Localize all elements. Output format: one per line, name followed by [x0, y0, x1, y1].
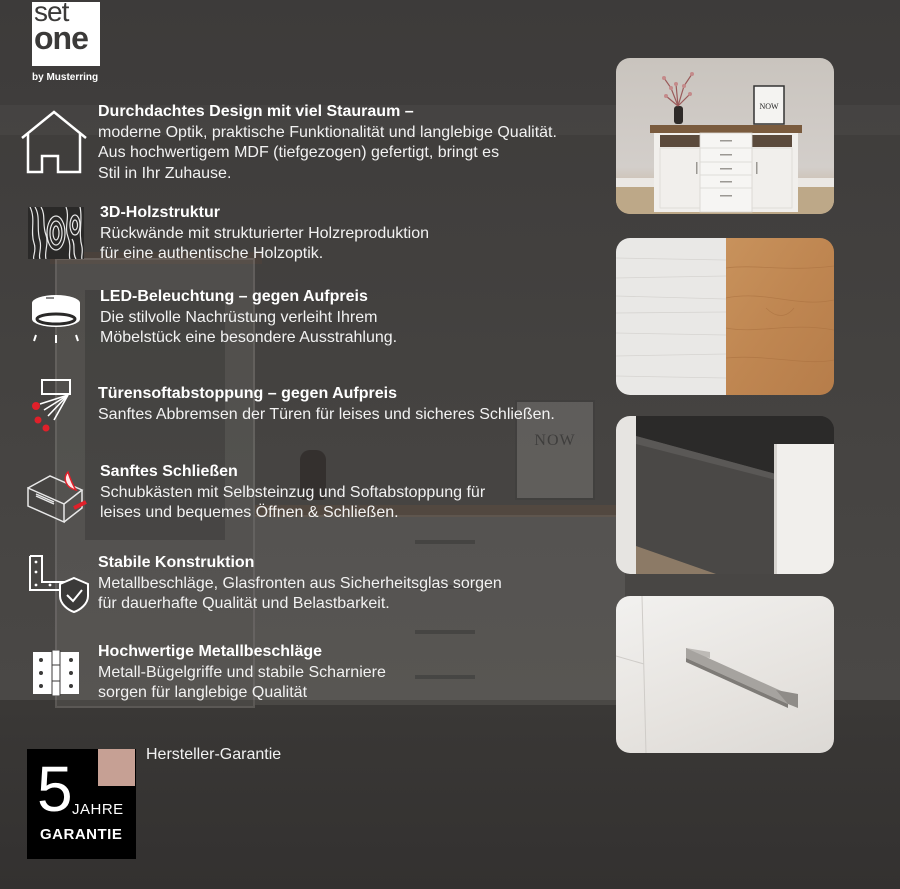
- poster-now-text: NOW: [759, 102, 779, 111]
- wood-finish-swatches: [616, 238, 834, 395]
- drawer-detail-illustration: [616, 416, 834, 574]
- feature-line: Möbelstück eine besondere Ausstrahlung.: [100, 329, 398, 346]
- feature-line: leises und bequemes Öffnen & Schließen.: [100, 504, 399, 521]
- drawer-detail-photo: [616, 416, 834, 574]
- guarantee-color-swatch: [98, 749, 135, 786]
- feature-line: Metall-Bügelgriffe und stabile Scharniere: [98, 663, 386, 681]
- sideboard-photo: [616, 58, 834, 214]
- background-drawer-handle: [415, 540, 475, 544]
- feature-text: [100, 462, 485, 524]
- logo-box: [32, 2, 100, 66]
- wood-finish-photo: [616, 238, 834, 395]
- led-light-icon: [30, 291, 100, 352]
- feature-line: für dauerhafte Qualität und Belastbarkeit.: [98, 595, 390, 612]
- guarantee-badge: [27, 749, 136, 859]
- feature-title: Sanftes Schließen: [100, 463, 238, 480]
- feature-text: [98, 553, 502, 615]
- feature-title: Türensoftabstoppung – gegen Aufpreis: [98, 385, 397, 402]
- feature-line: Die stilvolle Nachrüstung verleiht Ihrem: [100, 308, 378, 326]
- logo-byline: by Musterring: [32, 72, 99, 83]
- drawer-soft-close-icon: [24, 464, 94, 531]
- logo-set-text: set: [34, 0, 69, 27]
- feature-line: Schubkästen mit Selbsteinzug und Softabstoppung für: [100, 483, 486, 501]
- background-poster-text: NOW: [534, 432, 576, 449]
- feature-line: Rückwände mit strukturierter Holzreproduktion: [100, 224, 430, 242]
- brand-logo: [32, 2, 100, 83]
- feature-title: Stabile Konstruktion: [98, 554, 255, 571]
- sideboard-illustration: [616, 58, 834, 214]
- feature-text: [98, 642, 386, 704]
- feature-line: Metallbeschläge, Glasfronten aus Sicherheitsglas sorgen: [98, 574, 502, 592]
- background-drawer-handle: [415, 675, 475, 679]
- house-icon: [20, 108, 90, 181]
- wood-grain-icon: [28, 207, 98, 264]
- handle-detail-photo: [616, 596, 834, 753]
- feature-title: LED-Beleuchtung – gegen Aufpreis: [100, 288, 368, 305]
- guarantee-years: JAHRE: [72, 801, 124, 818]
- feature-text: [98, 102, 557, 184]
- feature-line: Stil in Ihr Zuhause.: [98, 164, 232, 182]
- feature-title: Durchdachtes Design mit viel Stauraum –: [98, 103, 414, 120]
- guarantee-caption: Hersteller-Garantie: [146, 746, 282, 763]
- feature-line: Aus hochwertigem MDF (tiefgezogen) gefertigt, bringt es: [98, 144, 500, 161]
- handle-detail-illustration: [616, 596, 834, 753]
- feature-text: [100, 203, 429, 265]
- door-soft-close-icon: [30, 378, 100, 439]
- bracket-shield-icon: [28, 554, 98, 619]
- feature-line: sorgen für langlebige Qualität: [98, 684, 308, 701]
- hinge-icon: [33, 650, 103, 701]
- feature-text: [98, 384, 555, 425]
- feature-line: für eine authentische Holzoptik.: [100, 245, 324, 262]
- logo-one-text: one: [34, 20, 88, 56]
- feature-text: [100, 287, 397, 349]
- feature-title: 3D-Holzstruktur: [100, 204, 221, 221]
- background-drawer-handle: [415, 630, 475, 634]
- guarantee-label: GARANTIE: [40, 826, 123, 843]
- feature-line: Sanftes Abbremsen der Türen für leises und sicheres Schließen.: [98, 405, 555, 423]
- guarantee-number: 5: [37, 753, 73, 825]
- feature-line: moderne Optik, praktische Funktionalität und langlebige Qualität.: [98, 123, 557, 141]
- feature-title: Hochwertige Metallbeschläge: [98, 643, 323, 660]
